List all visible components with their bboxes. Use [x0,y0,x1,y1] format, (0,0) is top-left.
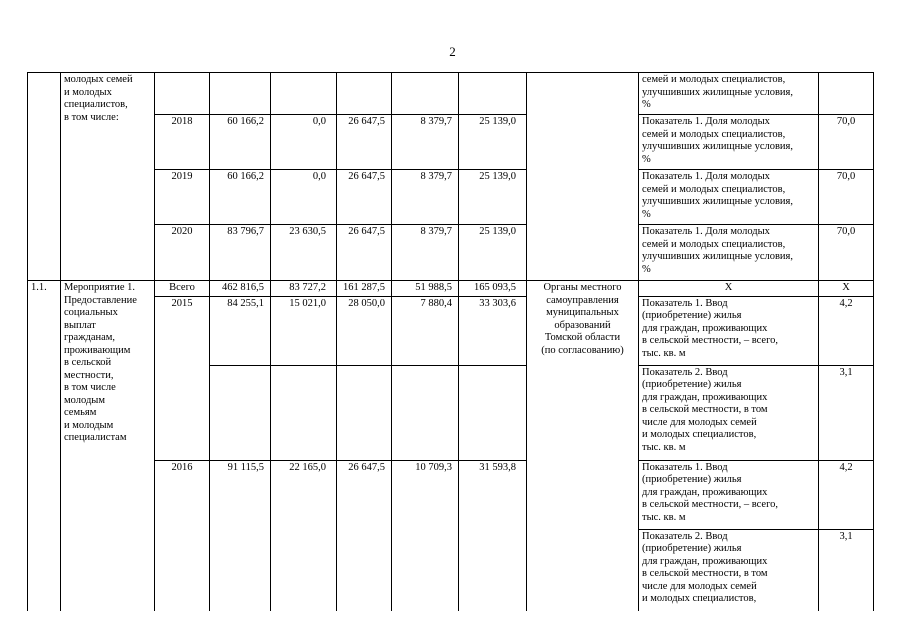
table-row [28,460,874,529]
indicator-value-cell: 3,1 [819,365,874,460]
page-number: 2 [449,44,456,59]
year-cell: 2019 [155,170,210,225]
indicator-value-cell: 70,0 [819,170,874,225]
indicator-cell: X [639,281,819,297]
indicator-cell: Показатель 1. Доля молодых семей и молодых специалистов, улучшивших жилищные условия, % [639,115,819,170]
amount-local-cell: 51 988,5 [392,281,459,297]
executor-cell [527,73,639,281]
amount-federal-cell: 83 727,2 [271,281,337,297]
year-cell: Всего [155,281,210,297]
amount-federal-cell: 0,0 [271,115,337,170]
table-row [28,281,874,297]
year-cell: 2015 [155,296,210,460]
amount-other-cell: 165 093,5 [459,281,527,297]
amount-local-cell: 10 709,3 [392,460,459,611]
executor-cell: Органы местного самоуправления муниципальных образований Томской области (по согласованию) [527,281,639,612]
year-cell: 2020 [155,225,210,281]
indicator-value-cell: 70,0 [819,225,874,281]
amount-local-cell: 8 379,7 [392,225,459,281]
amount-other-cell: 25 139,0 [459,225,527,281]
amount-local-cell: 7 880,4 [392,296,459,365]
activity-name-cell: Мероприятие 1. Предоставление социальных выплат гражданам, проживающим в сельской местности, в том числе молодым семьям и молодым специалистам [61,281,155,612]
table-row [28,73,874,115]
amount-federal-cell: 0,0 [271,170,337,225]
indicator-value-cell: 4,2 [819,296,874,365]
indicator-cell: семей и молодых специалистов, улучшивших жилищные условия, % [639,73,819,115]
amount-regional-cell: 26 647,5 [337,460,392,611]
indicator-value-cell: 4,2 [819,460,874,529]
indicator-cell: Показатель 2. Ввод (приобретение) жилья для граждан, проживающих в сельской местности, в том числе для молодых семей и молодых специалистов, [639,529,819,611]
amount-federal-cell: 22 165,0 [271,460,337,611]
indicator-value-cell: 3,1 [819,529,874,611]
table-row [28,170,874,225]
indicator-cell: Показатель 1. Доля молодых семей и молодых специалистов, улучшивших жилищные условия, % [639,170,819,225]
row-number-cell [28,73,61,281]
amount-federal-cell: 15 021,0 [271,296,337,365]
amount-regional-cell: 26 647,5 [337,225,392,281]
amount-total-cell: 462 816,5 [210,281,271,297]
year-cell: 2018 [155,115,210,170]
amount-federal-cell: 23 630,5 [271,225,337,281]
amount-regional-cell: 161 287,5 [337,281,392,297]
amount-local-cell: 8 379,7 [392,170,459,225]
row-number-cell: 1.1. [28,281,61,612]
amount-other-cell: 25 139,0 [459,170,527,225]
year-cell: 2016 [155,460,210,611]
amount-total-cell: 60 166,2 [210,170,271,225]
table-row [28,296,874,365]
indicator-value-cell: X [819,281,874,297]
amount-total-cell: 83 796,7 [210,225,271,281]
table-row [28,115,874,170]
amount-other-cell: 25 139,0 [459,115,527,170]
amount-regional-cell: 28 050,0 [337,296,392,365]
activity-name-cell: молодых семей и молодых специалистов, в том числе: [61,73,155,281]
table-row [28,225,874,281]
amount-regional-cell: 26 647,5 [337,170,392,225]
amount-other-cell: 33 303,6 [459,296,527,365]
indicator-cell: Показатель 1. Ввод (приобретение) жилья для граждан, проживающих в сельской местности, – всего, тыс. кв. м [639,460,819,529]
indicator-cell: Показатель 1. Ввод (приобретение) жилья для граждан, проживающих в сельской местности, – всего, тыс. кв. м [639,296,819,365]
amount-local-cell: 8 379,7 [392,115,459,170]
amount-total-cell: 91 115,5 [210,460,271,611]
amount-regional-cell: 26 647,5 [337,115,392,170]
indicator-value-cell: 70,0 [819,115,874,170]
amount-total-cell: 84 255,1 [210,296,271,365]
indicator-cell: Показатель 2. Ввод (приобретение) жилья для граждан, проживающих в сельской местности, в том числе для молодых семей и молодых специалистов, тыс. кв. м [639,365,819,460]
amount-other-cell: 31 593,8 [459,460,527,611]
amount-total-cell: 60 166,2 [210,115,271,170]
indicator-cell: Показатель 1. Доля молодых семей и молодых специалистов, улучшивших жилищные условия, % [639,225,819,281]
program-table [27,72,874,611]
